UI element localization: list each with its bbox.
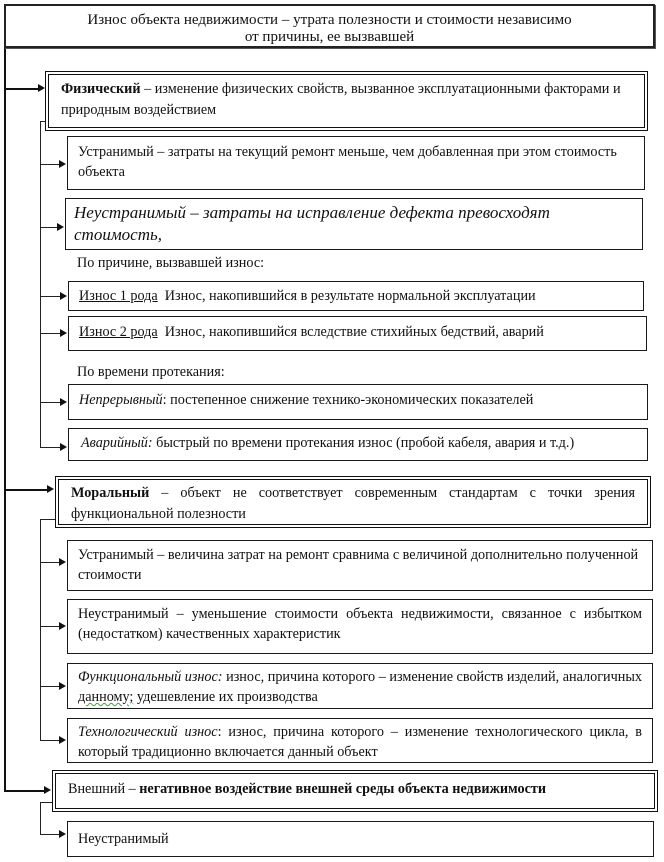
external-definition: негативное воздействие внешней среды объекта недвижимости (139, 781, 547, 797)
physical-sub-trunk (40, 121, 41, 448)
definition-line-1: Износ объекта недвижимости – утрата полезности и стоимости независимо (87, 12, 572, 28)
by-cause-label: По причине, вызвавшей износ: (77, 255, 265, 271)
moral-irremovable-text: Неустранимый – уменьшение стоимости объекта недвижимости, связанное с избытком (недостатком) качественных характеристик (78, 606, 642, 642)
physical-box (45, 71, 648, 131)
connector-emergency (40, 447, 61, 448)
technological-box (67, 718, 653, 763)
moral-removable-text: Устранимый – величина затрат на ремонт сравнима с величиной дополнительно полученной стоимости (78, 547, 639, 583)
functional-text-pre: износ, причина которого – изменение свойств изделий, аналогичных (222, 669, 642, 685)
physical-definition: – изменение физических свойств, вызванное эксплуатационными факторами и природным воздействием (61, 81, 621, 118)
external-irremovable-box (67, 821, 654, 857)
arrow-phys-irremovable (57, 223, 64, 231)
continuous-term: Непрерывный (79, 392, 163, 408)
technological-text: : износ, причина которого – изменение технологического цикла, в который традиционно включается данный объект (78, 724, 643, 760)
physical-removable-text: Устранимый – затраты на текущий ремонт меньше, чем добавленная при этом стоимость объекта (78, 144, 617, 180)
type1-term: Износ 1 рода (79, 288, 158, 304)
external-sub-trunk (40, 802, 41, 835)
type2-term: Износ 2 рода (79, 324, 158, 340)
moral-box (55, 476, 651, 528)
connector-moral-irremovable (40, 626, 60, 627)
physical-removable-box (67, 136, 645, 190)
connector-external (4, 790, 46, 792)
arrow-emergency (60, 443, 67, 451)
moral-definition: – объект не соответствует современным стандартам с точки зрения функциональной полезности (71, 485, 635, 522)
type2-text: Износ, накопившийся вследствие стихийных бедствий, аварий (164, 324, 544, 340)
arrow-functional (59, 682, 66, 690)
main-trunk-line (4, 46, 6, 791)
arrow-external-irremovable (59, 830, 66, 838)
arrow-type1 (60, 292, 67, 300)
definition-line-2: от причины, ее вызвавшей (244, 29, 415, 45)
connector-external-irremovable (40, 834, 60, 835)
arrow-type2 (60, 329, 67, 337)
type2-box (68, 316, 647, 351)
arrow-phys-removable (59, 160, 66, 168)
moral-term: Моральный (71, 485, 150, 501)
type1-box (68, 281, 644, 311)
technological-term: Технологический износ (78, 724, 218, 740)
arrow-continuous (60, 398, 67, 406)
by-time-label: По времени протекания: (77, 364, 225, 380)
functional-box (67, 663, 653, 709)
emergency-term: Аварийный: (81, 435, 153, 451)
arrow-moral-removable (59, 558, 66, 566)
functional-text-post: удешевление их производства (133, 689, 318, 705)
connector-type1 (40, 296, 61, 297)
external-irremovable-text: Неустранимый (78, 831, 169, 847)
connector-phys-irremovable (40, 227, 58, 228)
type1-text: Износ, накопившийся в результате нормальной эксплуатации (164, 288, 536, 304)
definition-box (4, 4, 655, 48)
physical-irremovable-text: Неустранимый – затраты на исправление дефекта превосходят стоимость, (74, 203, 550, 244)
moral-branch-stub (40, 519, 55, 520)
functional-term: Функциональный износ: (78, 669, 223, 685)
continuous-box (68, 384, 648, 420)
connector-technological (40, 740, 60, 741)
continuous-text: : постепенное снижение технико-экономических показателей (162, 392, 534, 408)
external-branch-stub (40, 802, 52, 803)
external-term: Внешний – (68, 781, 140, 797)
external-box (52, 770, 658, 812)
moral-removable-box (67, 540, 653, 591)
arrow-physical (38, 84, 45, 92)
functional-text-wavy: данному; (78, 689, 134, 705)
arrow-technological (59, 736, 66, 744)
moral-sub-trunk (40, 519, 41, 741)
emergency-box (68, 428, 648, 461)
connector-moral-removable (40, 562, 60, 563)
arrow-external (44, 786, 51, 794)
physical-term: Физический (61, 81, 141, 97)
emergency-text: быстрый по времени протекания износ (пробой кабеля, авария и т.д.) (152, 435, 575, 451)
connector-functional (40, 686, 60, 687)
connector-type2 (40, 333, 61, 334)
arrow-moral-irremovable (59, 622, 66, 630)
physical-irremovable-box (65, 198, 643, 250)
moral-irremovable-box (67, 599, 653, 654)
arrow-moral (47, 485, 54, 493)
connector-moral (4, 489, 49, 491)
connector-phys-removable (40, 164, 60, 165)
connector-physical (4, 88, 40, 90)
connector-continuous (40, 402, 61, 403)
